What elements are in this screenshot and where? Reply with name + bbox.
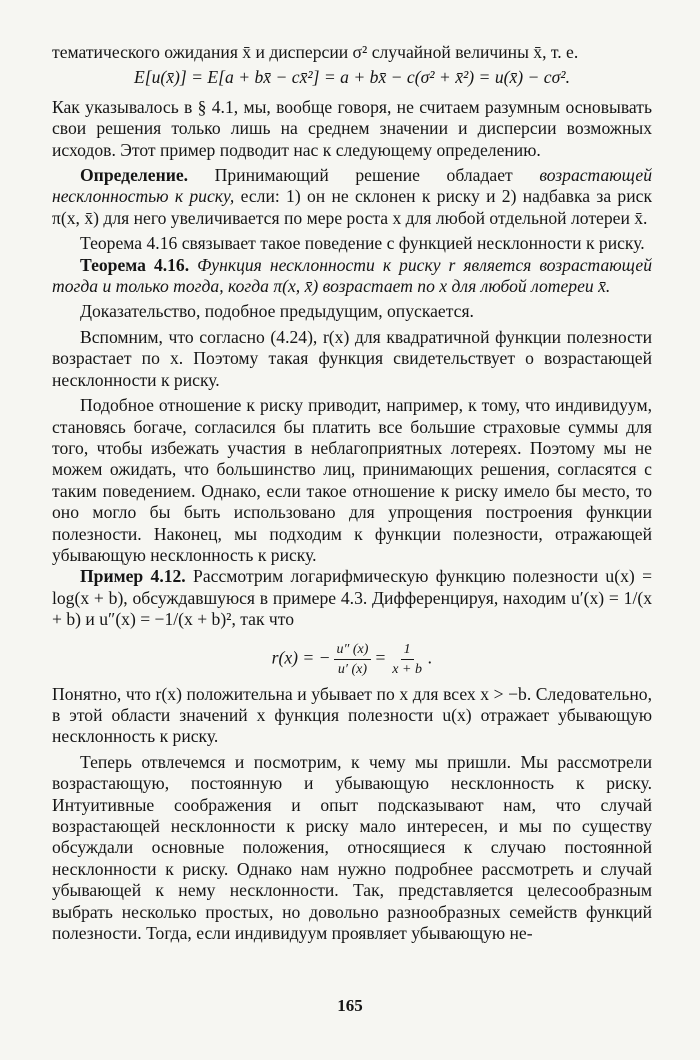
formula-r-lhs: r(x) = − — [271, 647, 331, 668]
fraction-numerator-1: u″ (x) — [334, 641, 372, 660]
paragraph-intro: тематического ожидания x̄ и дисперсии σ² случайной величины x̄, т. е. — [52, 42, 579, 62]
definition-emphasis: возрастающей несклонностью к риску, — [52, 165, 652, 207]
paragraph-theorem-link: Теорема 4.16 связывает такое поведение с функцией несклонности к риску. — [80, 233, 645, 254]
paragraph-reference: Как указывалось в § 4.1, мы, вообще говоря, не считаем разумным основывать свои решения только лишь на среднем значении и дисперсии возможных исходов. Этот пример подводит нас к следующему определению. — [52, 96, 652, 160]
paragraph-attitude: Подобное отношение к риску приводит, например, к тому, что индивидуум, становясь богаче, согласился бы платить все большие страховые суммы для того, чтобы избежать участия в неблагоприятных лотереях. Поэтому мы не можем ожидать, что большинство лиц, принимающих решения, согласятся с таким поведением. Однако, если такое отношение к риску имело бы место, то оно могло бы быть использовано для упрощения построения функции полезности. Наконец, мы подходим к функции полезности, отражающей убывающую несклонность к риску. — [52, 395, 652, 565]
paragraph-recall: Вспомним, что согласно (4.24), r(x) для квадратичной функции полезности возрастает по x. Поэтому такая функция свидетельствует о возрастающей несклонности к риску. — [52, 326, 652, 390]
definition-label: Определение. — [80, 165, 189, 186]
page-body — [52, 42, 652, 944]
page-number: 165 — [337, 996, 363, 1015]
definition-text-a: Принимающий решение обладает — [188, 165, 540, 186]
definition-paragraph — [52, 165, 652, 229]
example-label: Пример 4.12. — [80, 566, 186, 587]
theorem-text: Функция несклонности к риску r является возрастающей тогда и только тогда, когда π(x, x̄) возрастает по x для любой лотереи x̄. — [52, 254, 653, 297]
formula-r-tail: . — [427, 647, 433, 668]
definition-text-b: если: 1) он не склонен к риску и 2) надбавка за риск π(x, x̄) для него увеличивается по мере роста x для любой отдельной лотереи x̄. — [52, 186, 652, 228]
paragraph-summary: Теперь отвлечемся и посмотрим, к чему мы пришли. Мы рассмотрели возрастающую, постоянную и убывающую несклонность к риску. Интуитивные соображения и опыт подсказывают нам, что случай возрастающей несклонности к риску мало интересен, и мы по существу обсуждали основные положения, относящиеся к случаю постоянной несклонности к риску. Однако нам нужно подробнее рассмотреть и случай убывающей к нему несклонности. Так, представляется целесообразным выбрать несколько простых, но довольно разнообразных семейств функций полезности. Тогда, если индивидуум проявляет убывающую не- — [52, 751, 652, 944]
theorem-label: Теорема 4.16. — [80, 254, 190, 275]
fraction-result — [389, 641, 425, 678]
paragraph-positive: Понятно, что r(x) положительна и убывает по x для всех x > −b. Следовательно, в этой области значений x функция полезности u(x) отражает убывающую несклонность к риску. — [52, 683, 652, 747]
fraction-denominator-2: x + b — [392, 661, 422, 677]
fraction-derivatives — [334, 641, 372, 678]
paragraph-proof: Доказательство, подобное предыдущим, опускается. — [80, 301, 474, 322]
formula-risk-aversion — [52, 641, 652, 678]
formula-r-equals: = — [374, 647, 387, 668]
theorem-paragraph — [52, 255, 652, 298]
formula-expectation: E[u(x̄)] = E[a + bx̄ − cx̄²] = a + bx̄ − c(σ² + x̄²) = u(x̄) − cσ². — [134, 67, 570, 88]
example-text: Рассмотрим логарифмическую функцию полезности u(x) = log(x + b), обсуждавшуюся в примере 4.3. Дифференцируя, находим u′(x) = 1/(x + b) и u″(x) = −1/(x + b)², так что — [52, 566, 653, 630]
fraction-numerator-2: 1 — [401, 641, 414, 660]
fraction-denominator-1: u′ (x) — [337, 661, 368, 677]
example-paragraph — [52, 566, 652, 630]
